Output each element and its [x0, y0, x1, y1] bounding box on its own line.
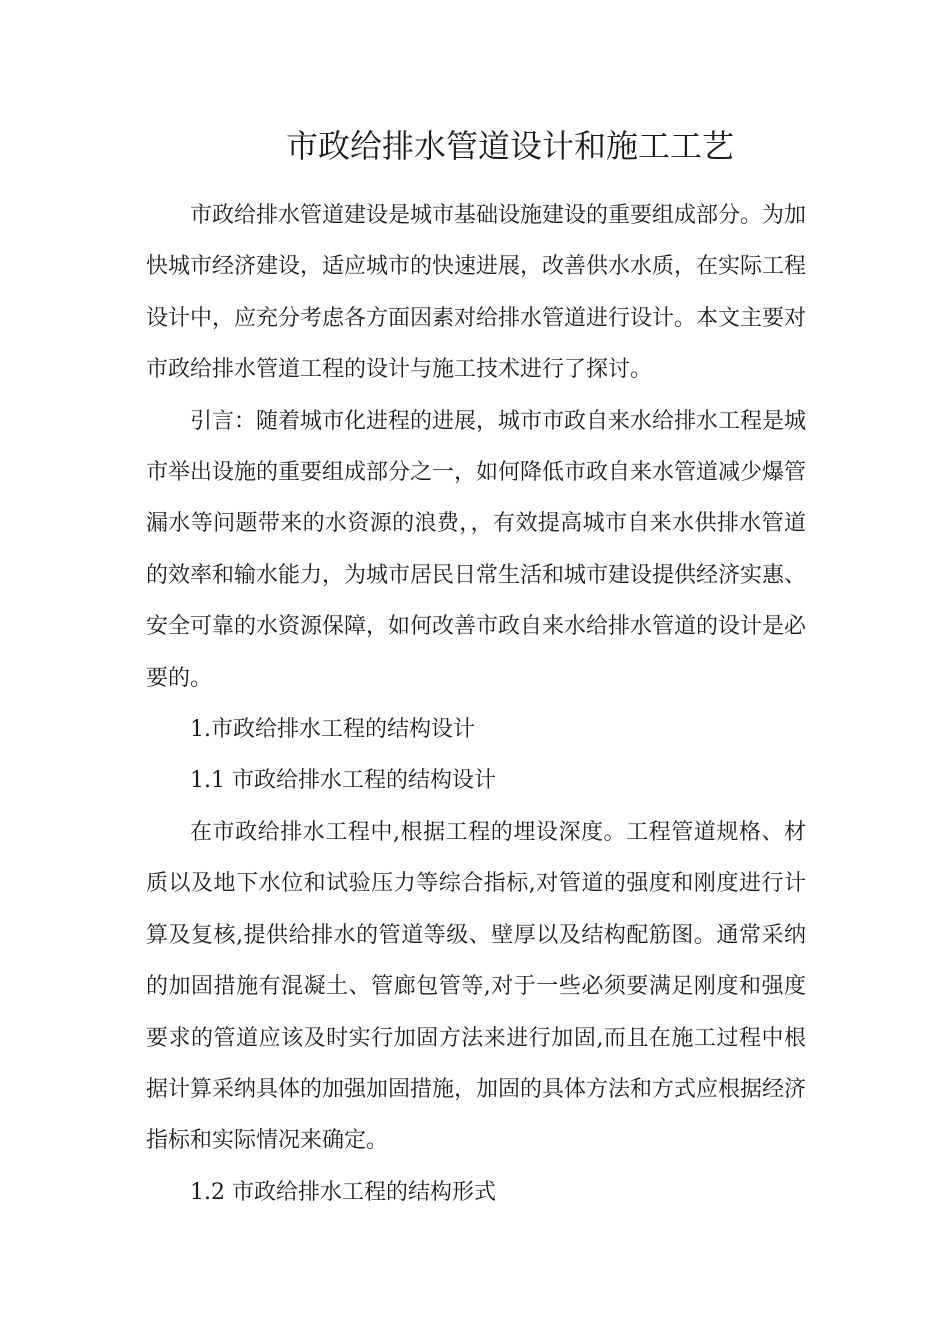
- document-title: 市政给排水管道设计和施工工艺: [285, 127, 734, 165]
- section-1-heading: 1.市政给排水工程的结构设计: [190, 717, 475, 743]
- introduction-paragraph: 引言：随着城市化进程的进展，城市市政自来水给排水工程是城市举出设施的重要组成部分之一，如何降低市政自来水管道减少爆管漏水等问题带来的水资源的浪费，，有效提高城市自来水供排水管道的效率和输水能力，为城市居民日常生活和城市建设提供经济实惠、安全可靠的水资源保障，如何改善市政自来水给排水管道的设计是必要的。: [146, 408, 807, 691]
- section-1-2-heading: 1.2 市政给排水工程的结构形式: [190, 1179, 496, 1205]
- document-body: [146, 190, 806, 1218]
- section-1-1-paragraph: 在市政给排水工程中,根据工程的埋设深度。工程管道规格、材质以及地下水位和试验压力等综合指标,对管道的强度和刚度进行计算及复核,提供给排水的管道等级、壁厚以及结构配筋图。通常采纳的加固措施有混凝土、管廊包管等,对于一些必须要满足刚度和强度要求的管道应该及时实行加固方法来进行加固,而且在施工过程中根据计算采纳具体的加强加固措施，加固的具体方法和方式应根据经济指标和实际情况来确定。: [146, 819, 807, 1154]
- section-1-1-heading: 1.1 市政给排水工程的结构设计: [190, 768, 496, 794]
- abstract-paragraph: 市政给排水管道建设是城市基础设施建设的重要组成部分。为加快城市经济建设，适应城市的快速进展，改善供水水质，在实际工程设计中，应充分考虑各方面因素对给排水管道进行设计。本文主要对市政给排水管道工程的设计与施工技术进行了探讨。: [146, 203, 807, 383]
